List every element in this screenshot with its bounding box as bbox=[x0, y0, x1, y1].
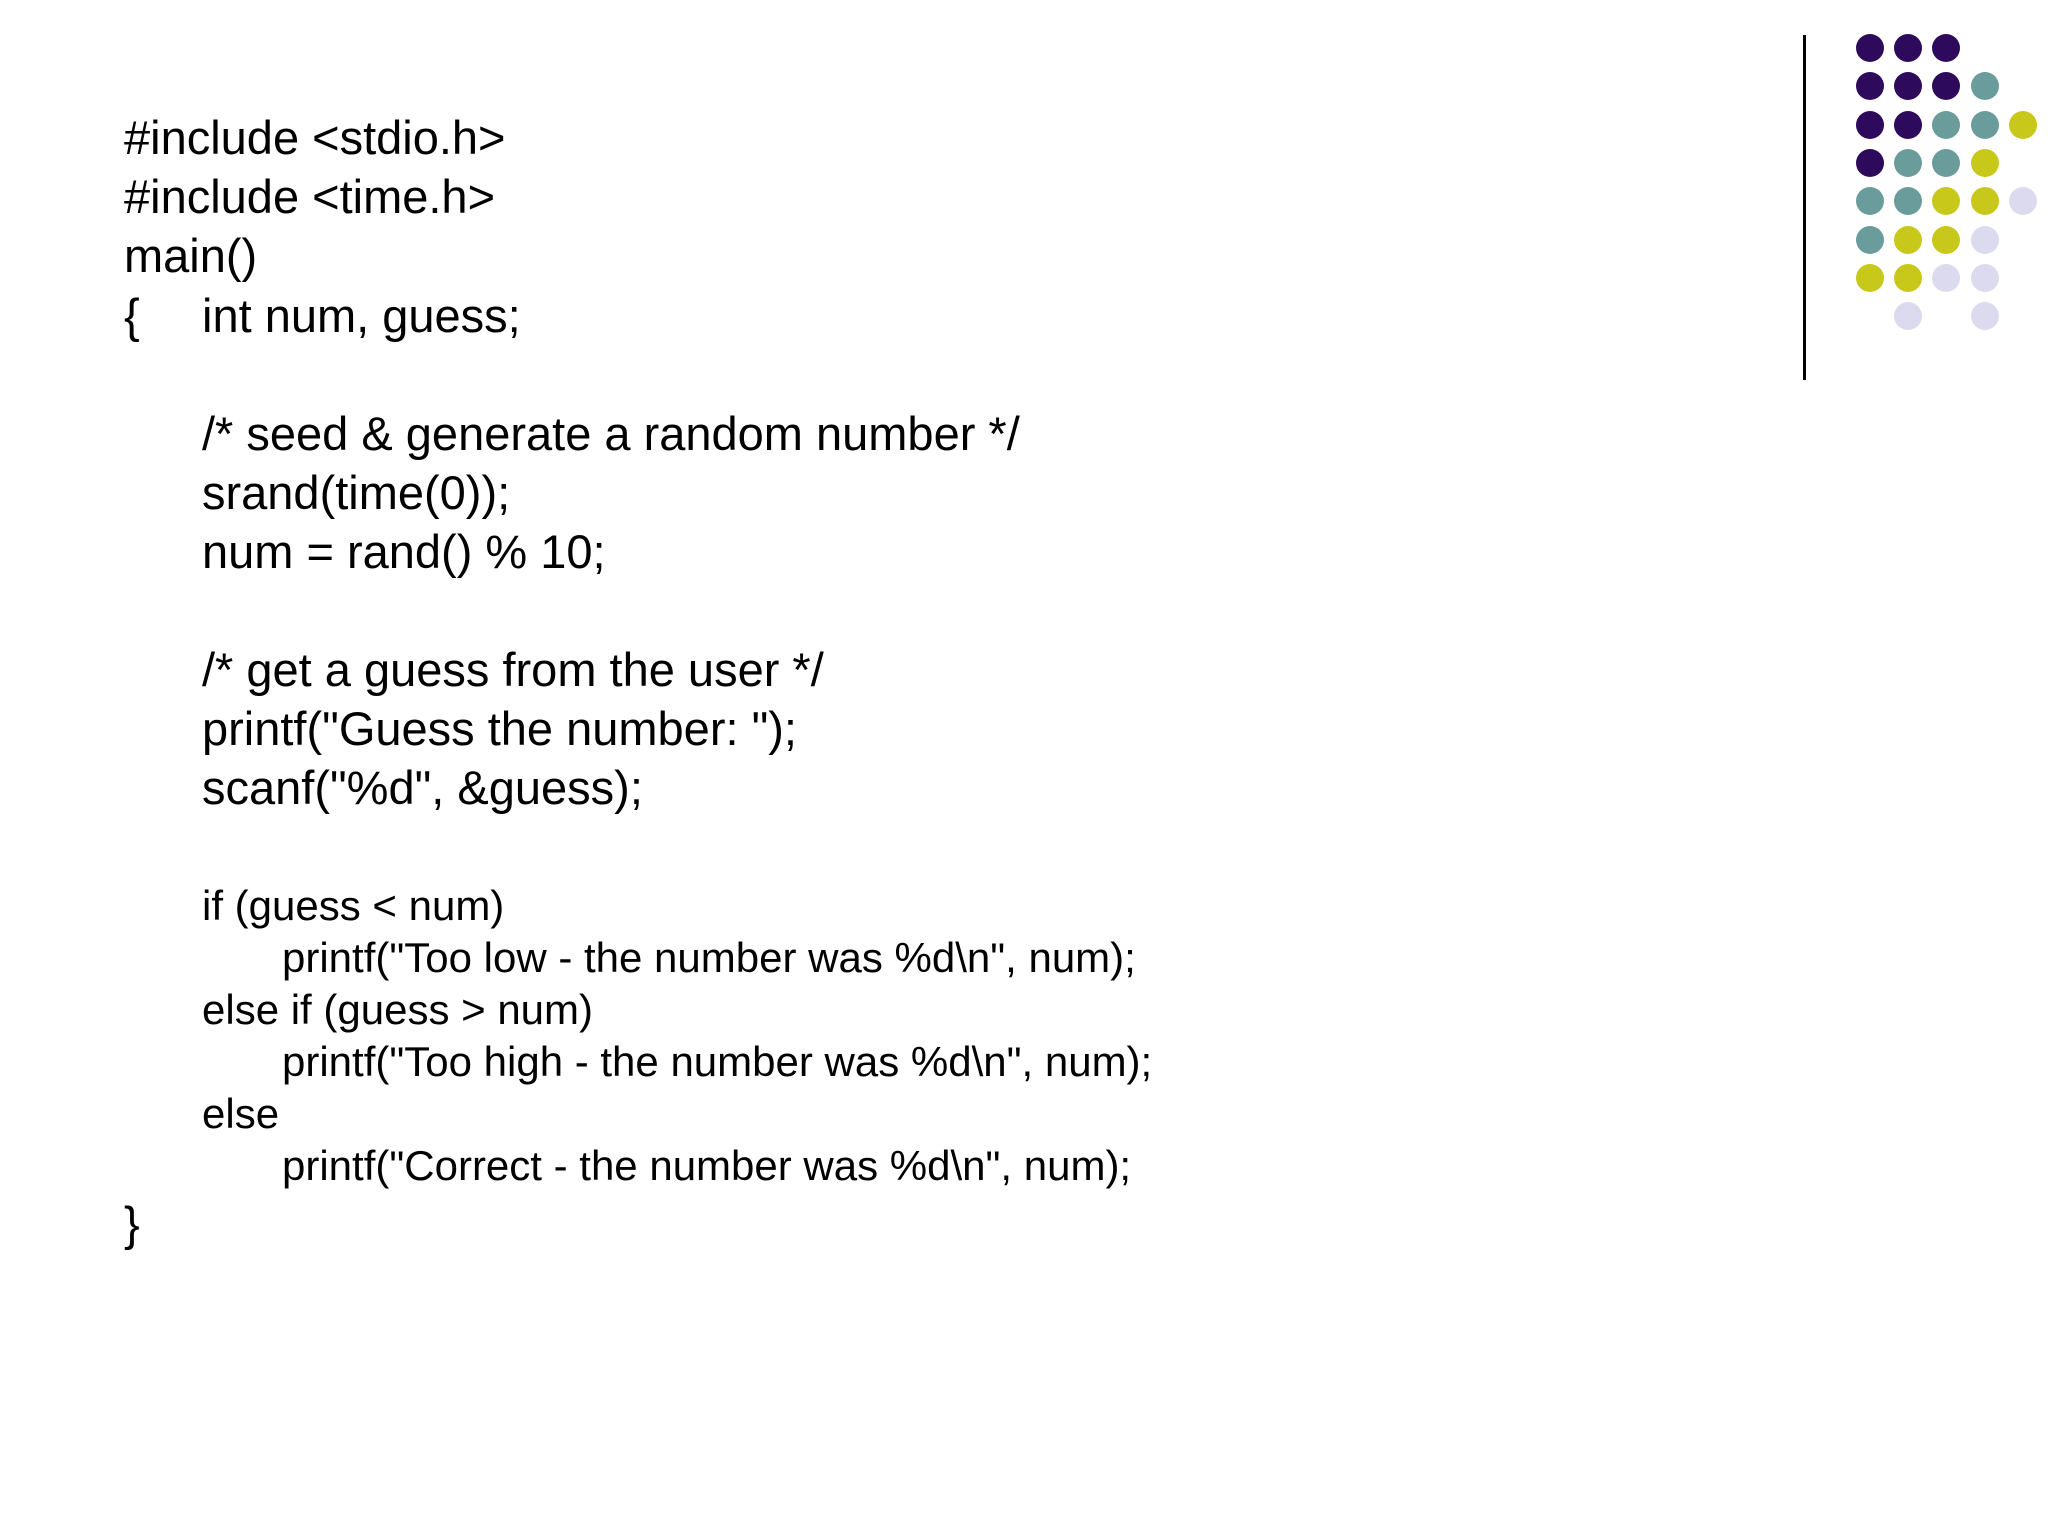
decorative-dot bbox=[1932, 187, 1960, 215]
code-line-printf-too-high: printf("Too high - the number was %d\n", num); bbox=[282, 1038, 1153, 1085]
decorative-dot bbox=[1971, 226, 1999, 254]
code-line-close-brace: } bbox=[124, 1197, 140, 1250]
decorative-dot bbox=[1856, 149, 1884, 177]
decorative-dot bbox=[1856, 34, 1884, 62]
decorative-dot bbox=[1932, 34, 1960, 62]
code-line-main: main() bbox=[124, 229, 258, 282]
decorative-dot bbox=[1971, 111, 1999, 139]
decorative-dot bbox=[2009, 111, 2037, 139]
code-line-else: else bbox=[202, 1090, 280, 1137]
decorative-dot bbox=[1894, 34, 1922, 62]
code-line-rand: num = rand() % 10; bbox=[202, 525, 606, 578]
decorative-dot bbox=[1971, 149, 1999, 177]
decorative-dot bbox=[1894, 226, 1922, 254]
decorative-dot bbox=[1856, 226, 1884, 254]
decorative-dot bbox=[1932, 111, 1960, 139]
decorative-dot bbox=[2009, 187, 2037, 215]
decorative-dot bbox=[1971, 72, 1999, 100]
code-line-printf-too-low: printf("Too low - the number was %d\n", num); bbox=[282, 934, 1136, 981]
decorative-dot bbox=[1894, 302, 1922, 330]
decorative-dot bbox=[1971, 187, 1999, 215]
code-line-include-time: #include <time.h> bbox=[124, 170, 496, 223]
code-line-include-stdio: #include <stdio.h> bbox=[124, 111, 506, 164]
decorative-dot bbox=[1856, 111, 1884, 139]
code-line-open-brace: { bbox=[124, 289, 140, 342]
decorative-dot-grid bbox=[0, 0, 2048, 400]
decorative-dot bbox=[1971, 302, 1999, 330]
decorative-dot bbox=[1894, 111, 1922, 139]
decorative-dot bbox=[1856, 187, 1884, 215]
code-line-guess-comment: /* get a guess from the user */ bbox=[202, 643, 824, 696]
decorative-dot bbox=[1856, 264, 1884, 292]
code-line-else-if: else if (guess > num) bbox=[202, 986, 594, 1033]
code-line-srand: srand(time(0)); bbox=[202, 466, 511, 519]
code-line-printf-prompt: printf("Guess the number: "); bbox=[202, 702, 797, 755]
decorative-dot bbox=[1894, 264, 1922, 292]
code-line-if: if (guess < num) bbox=[202, 882, 505, 929]
decorative-dot bbox=[1894, 187, 1922, 215]
decorative-dot bbox=[1856, 72, 1884, 100]
code-line-seed-comment: /* seed & generate a random number */ bbox=[202, 407, 1020, 460]
decorative-dot bbox=[1932, 264, 1960, 292]
decorative-dot bbox=[1932, 72, 1960, 100]
decorative-dot bbox=[1932, 226, 1960, 254]
code-line-declaration: int num, guess; bbox=[202, 289, 521, 342]
decorative-dot bbox=[1894, 72, 1922, 100]
code-line-printf-correct: printf("Correct - the number was %d\n", num); bbox=[282, 1142, 1132, 1189]
decorative-dot bbox=[1932, 149, 1960, 177]
decorative-dot bbox=[1971, 264, 1999, 292]
decorative-dot bbox=[1894, 149, 1922, 177]
code-line-scanf: scanf("%d", &guess); bbox=[202, 761, 643, 814]
